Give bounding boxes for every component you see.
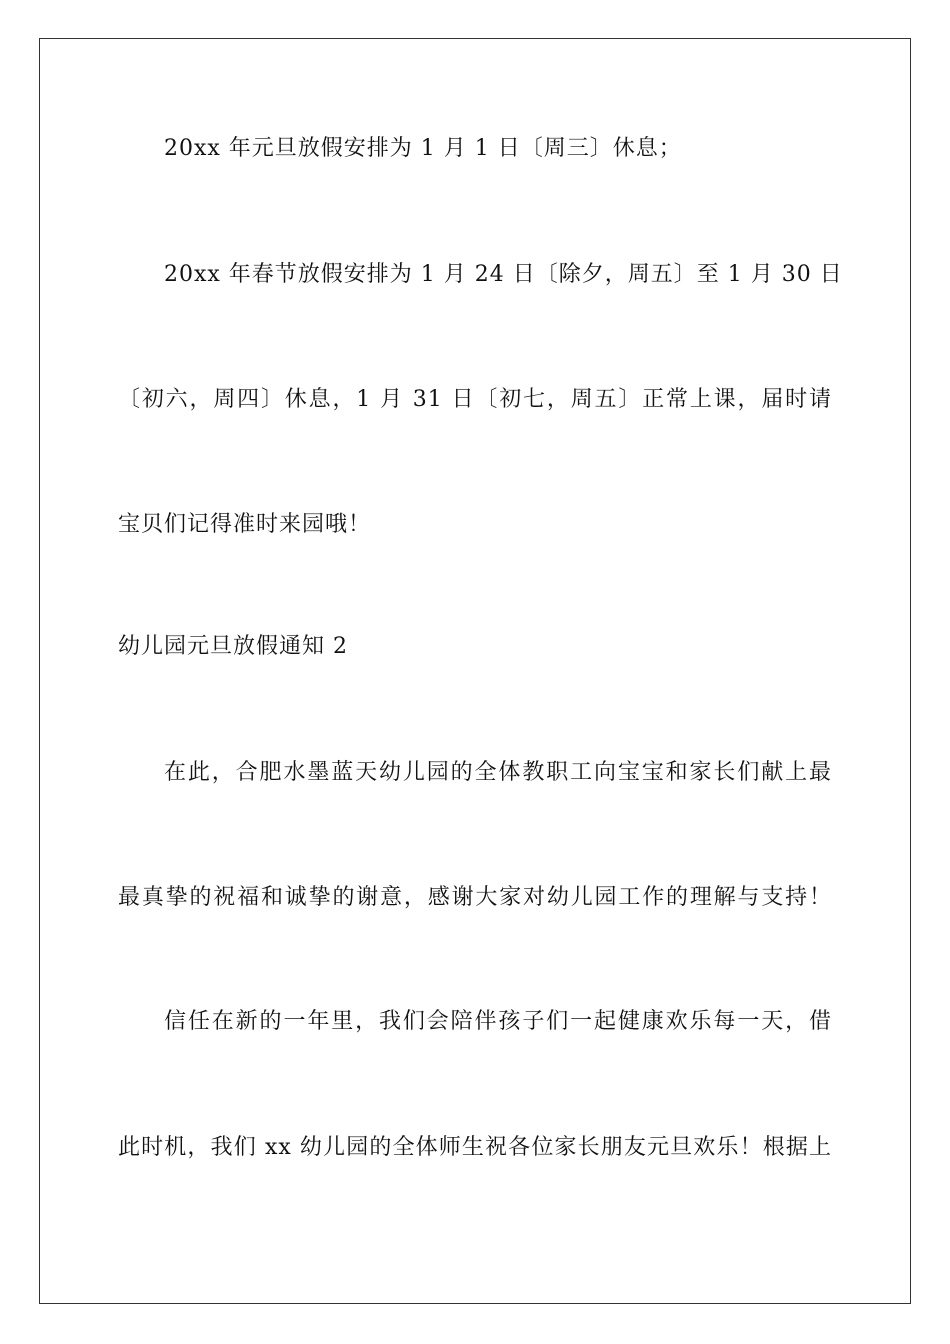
section-heading: 幼儿园元旦放假通知 2 xyxy=(118,634,348,659)
paragraph-line-1: 20xx 年元旦放假安排为 1 月 1 日〔周三〕休息； xyxy=(164,136,682,161)
paragraph-line-4: 宝贝们记得准时来园哦！ xyxy=(118,512,372,537)
paragraph-line-8: 此时机，我们 xx 幼儿园的全体师生祝各位家长朋友元旦欢乐！根据上 xyxy=(118,1135,832,1160)
paragraph-line-7: 信任在新的一年里，我们会陪伴孩子们一起健康欢乐每一天，借 xyxy=(164,1009,832,1034)
paragraph-line-3: 〔初六，周四〕休息，1 月 31 日〔初七，周五〕正常上课，届时请 xyxy=(118,387,832,412)
paragraph-line-6: 最真挚的祝福和诚挚的谢意，感谢大家对幼儿园工作的理解与支持！ xyxy=(118,885,832,910)
page-border xyxy=(39,38,911,1304)
paragraph-line-5: 在此，合肥水墨蓝天幼儿园的全体教职工向宝宝和家长们献上最 xyxy=(164,760,832,785)
paragraph-line-2: 20xx 年春节放假安排为 1 月 24 日〔除夕，周五〕至 1 月 30 日 xyxy=(164,262,843,287)
